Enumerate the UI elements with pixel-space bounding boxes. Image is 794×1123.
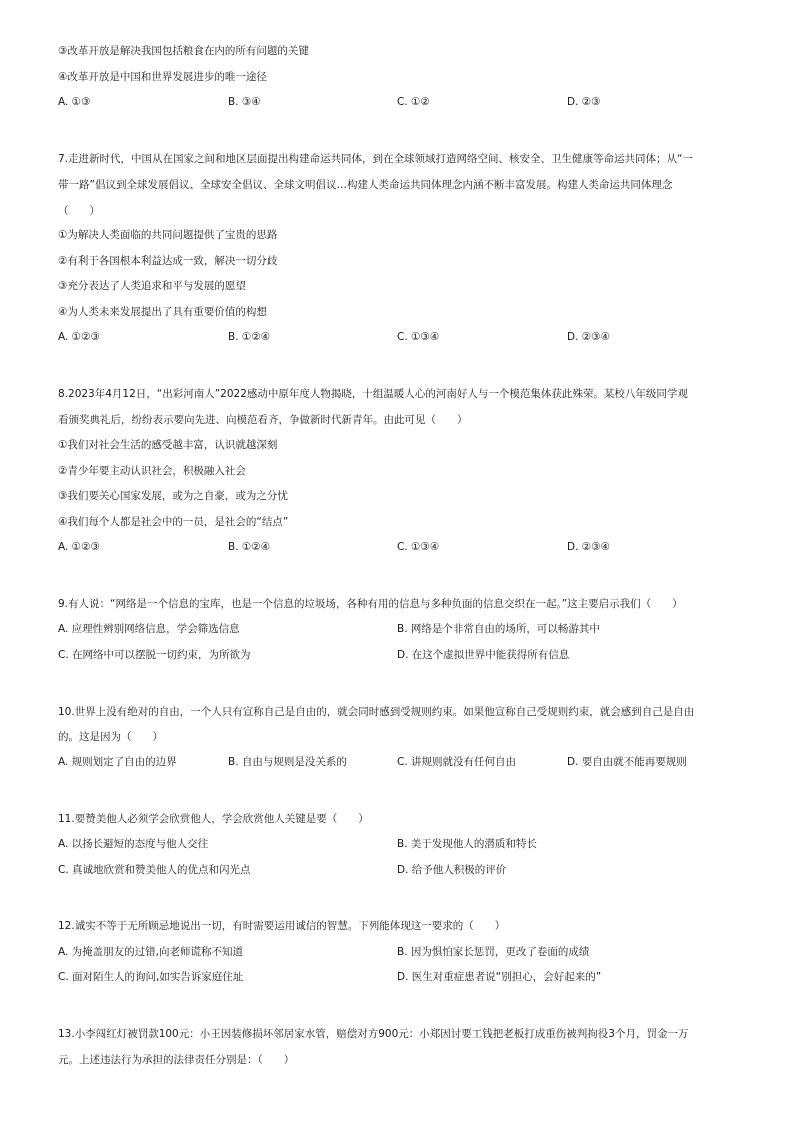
- q6-option-d[interactable]: D. ②③: [567, 96, 601, 108]
- q11-option-a[interactable]: A. 以扬长避短的态度与他人交往: [58, 838, 209, 850]
- q8-stem-line-1: 8.2023年4月12日，“出彩河南人”2022感动中原年度人物揭晓，十组温暖人心的河南好人与一个模范集体获此殊荣。某校八年级同学观: [58, 388, 688, 400]
- q13-stem-line-1: 13.小李闯红灯被罚款100元：小王因装修损坏邻居家水管，赔偿对方900元：小郑因讨要工钱把老板打成重伤被判拘役3个月，罚金一万: [58, 1028, 689, 1040]
- q6-option-a[interactable]: A. ①③: [58, 96, 91, 108]
- q8-item-1: ①我们对社会生活的感受越丰富，认识就越深刻: [58, 439, 278, 451]
- q7-item-2: ②有利于各国根本利益达成一致，解决一切分歧: [58, 255, 278, 267]
- q8-item-4: ④我们每个人都是社会中的一员，是社会的“结点”: [58, 516, 289, 528]
- q7-answer-blank: （ ）: [58, 205, 100, 217]
- q12-stem: 12.诚实不等于无所顾忌地说出一切，有时需要运用诚信的智慧。下列能体现这一要求的（ ）: [58, 920, 506, 932]
- q10-option-d[interactable]: D. 要自由就不能再要规则: [567, 756, 687, 768]
- q7-option-a[interactable]: A. ①②③: [58, 331, 100, 343]
- q9-option-c[interactable]: C. 在网络中可以摆脱一切约束，为所欲为: [58, 649, 251, 661]
- q10-stem-line-1: 10.世界上没有绝对的自由，一个人只有宣称自己是自由的，就会同时感到受规则约束。如果他宣称自己受规则约束，就会感到自己是自由: [58, 706, 695, 718]
- q10-stem-line-2: 的。这是因为（ ）: [58, 731, 163, 743]
- q6-item-3: ③改革开放是解决我国包括粮食在内的所有问题的关键: [58, 45, 309, 57]
- q9-stem: 9.有人说：“网络是一个信息的宝库，也是一个信息的垃圾场，各种有用的信息与多种负面的信息交织在一起。”这主要启示我们（ ）: [58, 598, 683, 610]
- q11-stem: 11.要赞美他人必须学会欣赏他人，学会欣赏他人关键是要（ ）: [58, 813, 369, 825]
- q10-option-a[interactable]: A. 规则划定了自由的边界: [58, 756, 177, 768]
- q8-stem-line-2: 看颁奖典礼后，纷纷表示要向先进、向模范看齐，争做新时代新青年。由此可见（ ）: [58, 414, 468, 426]
- q7-item-4: ④为人类未来发展提出了具有重要价值的构想: [58, 306, 267, 318]
- q12-option-a[interactable]: A. 为掩盖朋友的过错,向老师谎称不知道: [58, 946, 244, 958]
- q9-option-b[interactable]: B. 网络是个非常自由的场所，可以畅游其中: [397, 623, 600, 635]
- q8-option-c[interactable]: C. ①③④: [397, 541, 440, 553]
- q7-stem-line-2: 带一路”倡议到全球发展倡议、全球安全倡议、全球文明倡议…构建人类命运共同体理念内涵不断丰富发展。构建人类命运共同体理念: [58, 179, 673, 191]
- q11-option-c[interactable]: C. 真诚地欣赏和赞美他人的优点和闪光点: [58, 864, 251, 876]
- q13-stem-line-2: 元。上述违法行为承担的法律责任分别是：（ ）: [58, 1054, 295, 1066]
- q8-option-b[interactable]: B. ①②④: [228, 541, 271, 553]
- q7-option-c[interactable]: C. ①③④: [397, 331, 440, 343]
- q7-option-d[interactable]: D. ②③④: [567, 331, 610, 343]
- q8-item-3: ③我们要关心国家发展，或为之自豪，或为之分忧: [58, 490, 288, 502]
- q12-option-d[interactable]: D. 医生对重症患者说“别担心，会好起来的”: [397, 971, 602, 983]
- q6-option-b[interactable]: B. ③④: [228, 96, 261, 108]
- q11-option-d[interactable]: D. 给予他人积极的评价: [397, 864, 507, 876]
- q10-option-b[interactable]: B. 自由与规则是没关系的: [228, 756, 347, 768]
- q9-option-d[interactable]: D. 在这个虚拟世界中能获得所有信息: [397, 649, 570, 661]
- q6-option-c[interactable]: C. ①②: [397, 96, 430, 108]
- q10-option-c[interactable]: C. 讲规则就没有任何自由: [397, 756, 517, 768]
- q8-option-d[interactable]: D. ②③④: [567, 541, 610, 553]
- q7-stem-line-1: 7.走进新时代，中国从在国家之间和地区层面提出构建命运共同体，到在全球领域打造网络空间、核安全、卫生健康等命运共同体；从“一: [58, 153, 693, 165]
- q9-option-a[interactable]: A. 应理性辨别网络信息，学会筛选信息: [58, 623, 240, 635]
- q7-option-b[interactable]: B. ①②④: [228, 331, 271, 343]
- q8-item-2: ②青少年要主动认识社会，积极融入社会: [58, 465, 246, 477]
- q12-option-c[interactable]: C. 面对陌生人的询问,如实告诉家庭住址: [58, 971, 244, 983]
- q6-item-4: ④改革开放是中国和世界发展进步的唯一途径: [58, 71, 267, 83]
- q7-item-1: ①为解决人类面临的共同问题提供了宝贵的思路: [58, 229, 278, 241]
- q7-item-3: ③充分表达了人类追求和平与发展的愿望: [58, 280, 246, 292]
- q11-option-b[interactable]: B. 美于发现他人的潜质和特长: [397, 838, 537, 850]
- q8-option-a[interactable]: A. ①②③: [58, 541, 100, 553]
- q12-option-b[interactable]: B. 因为惧怕家长惩罚，更改了卷面的成绩: [397, 946, 590, 958]
